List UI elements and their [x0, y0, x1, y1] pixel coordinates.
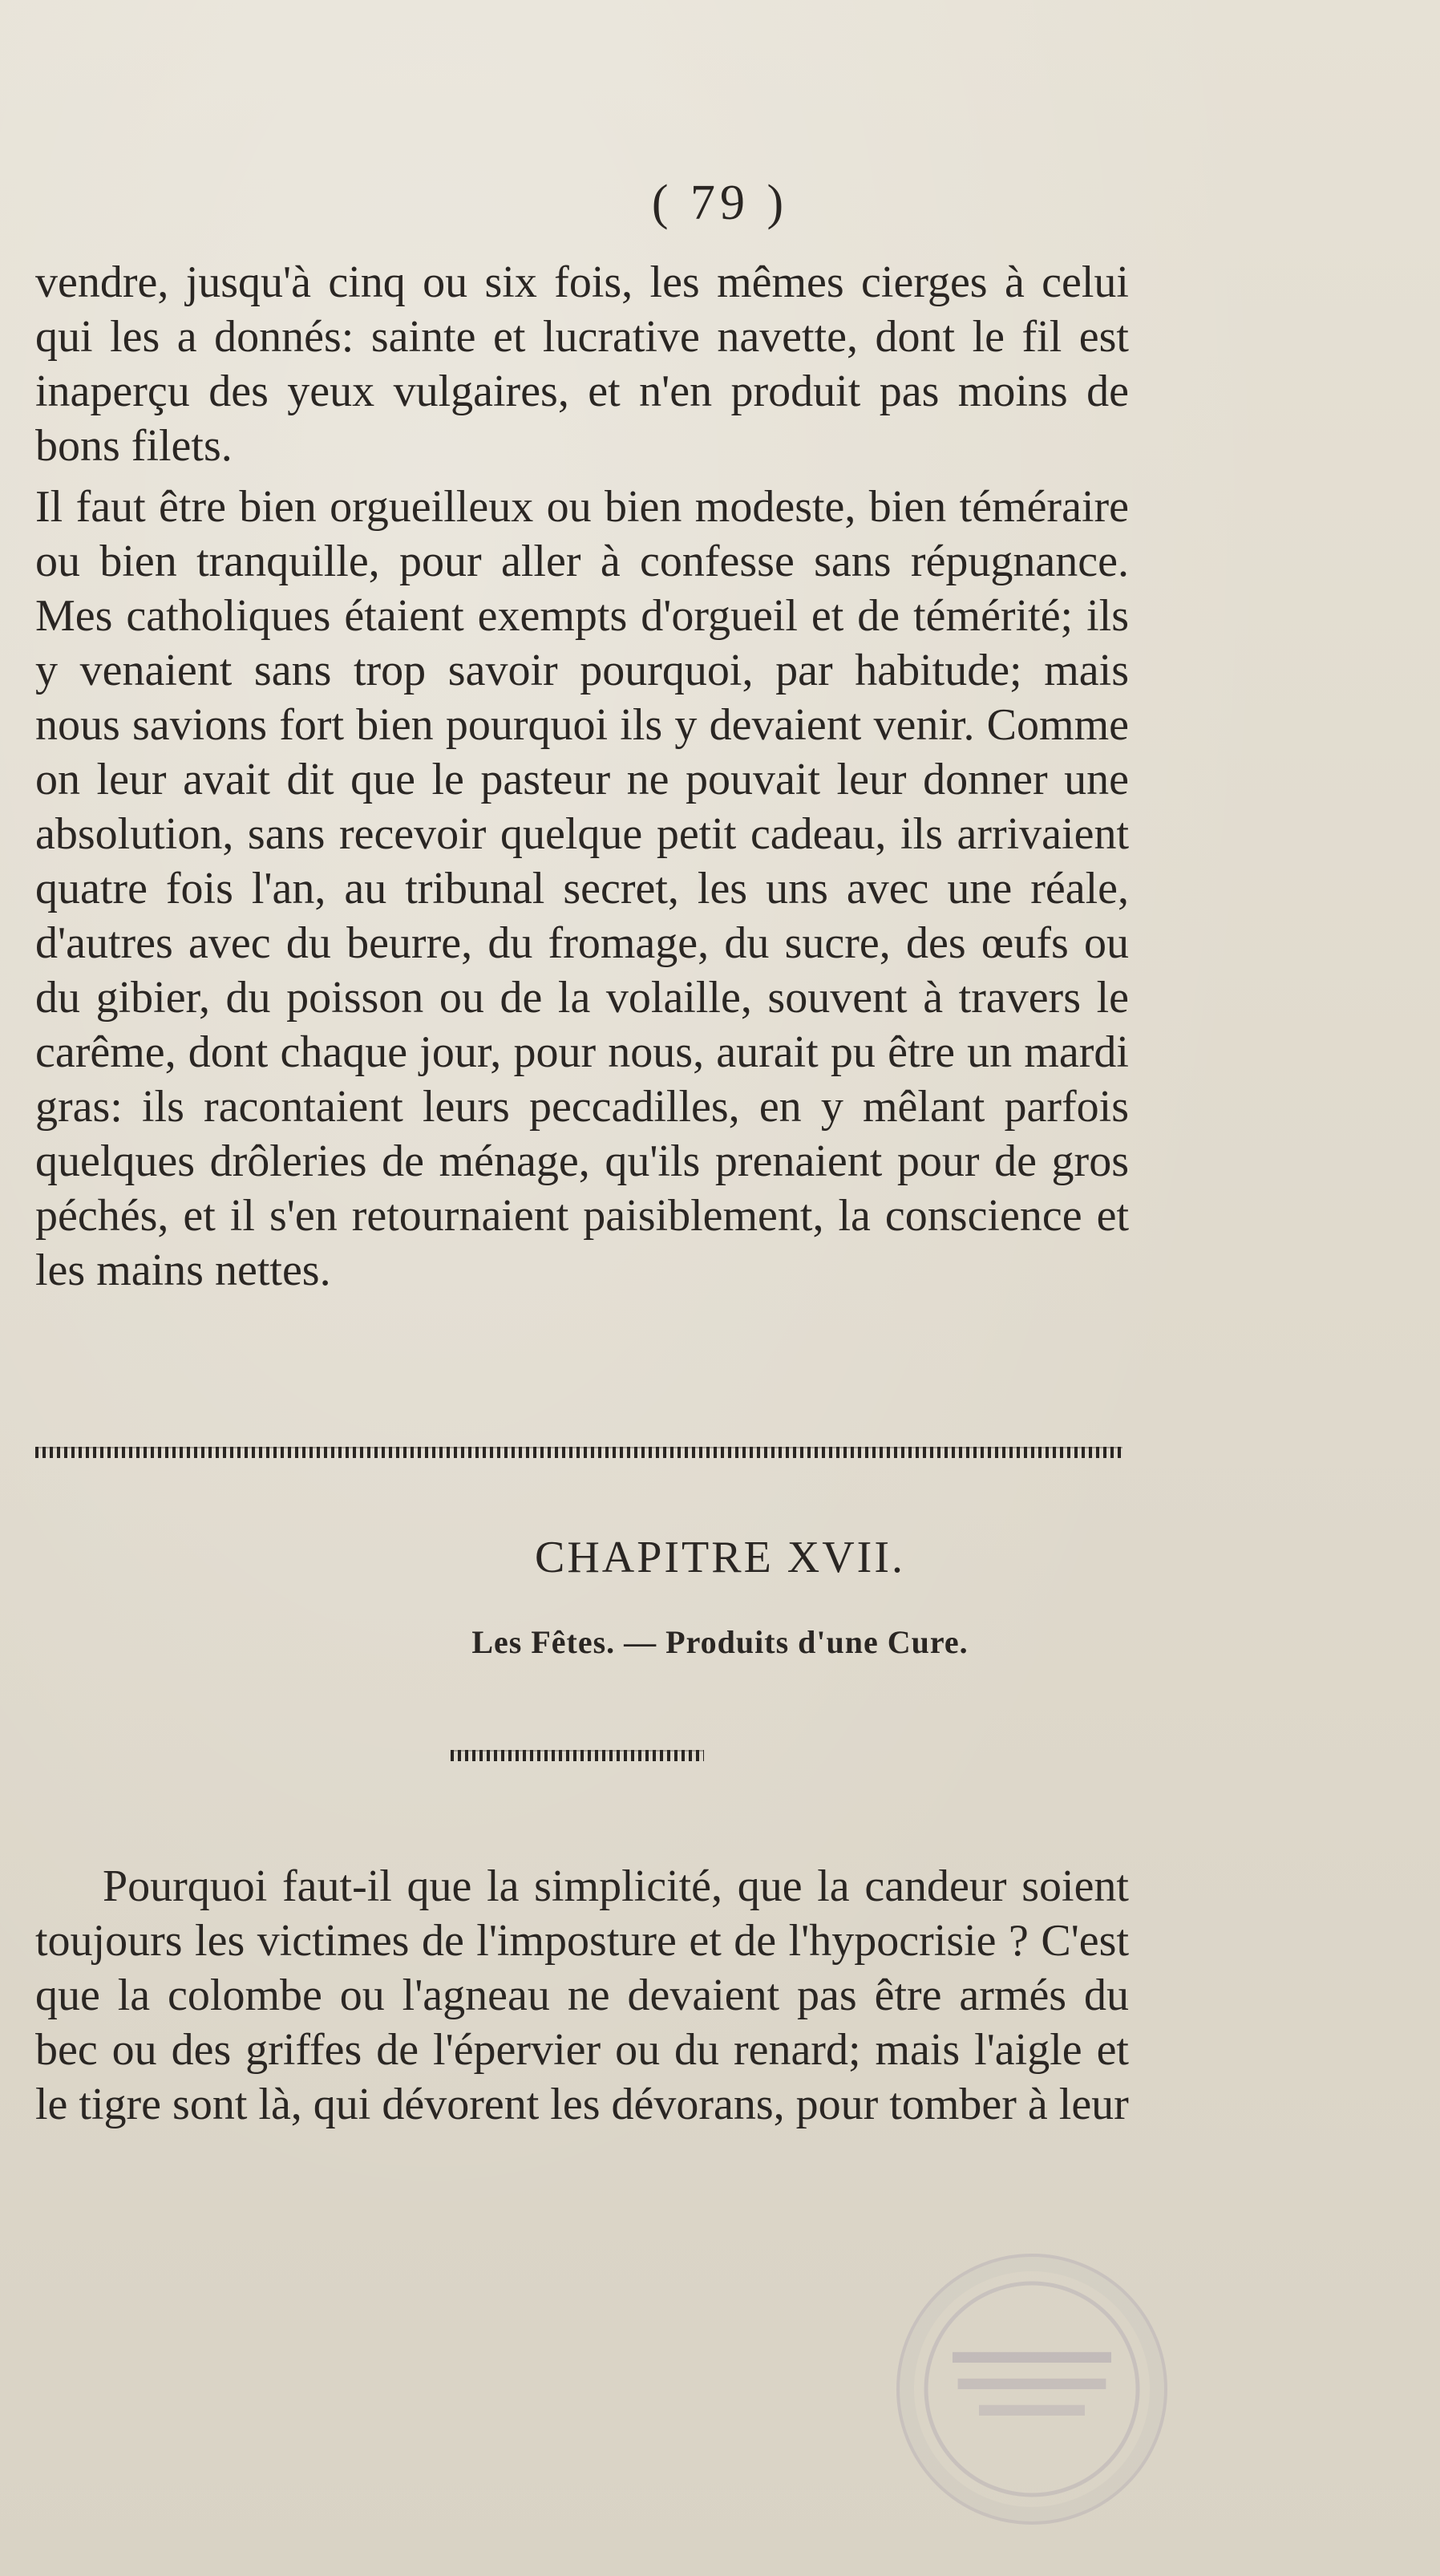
body-text-chapter	[35, 1859, 1129, 2132]
chapter-title: CHAPITRE XVII.	[535, 1533, 905, 1582]
ornamental-rule-short	[451, 1750, 704, 1761]
paragraph-chapter-opening: Pourquoi faut-il que la simplicité, que la candeur soient toujours les victimes de l'imposture et de l'hypocrisie ? C'est que la colombe ou l'agneau ne devaient pas être armés du bec ou des griffes de l'épervier ou du renard; mais l'aigle et le tigre sont là, qui dévorent les dévorans, pour tomber à leur	[35, 1861, 1129, 2129]
paragraph-confession: Il faut être bien orgueilleux ou bien modeste, bien téméraire ou bien tranquille, pour aller à confesse sans répugnance. Mes catholiques étaient exempts d'orgueil et de témérité; ils y venaient sans trop savoir pourquoi, par habitude; mais nous savions fort bien pourquoi ils y devaient venir. Comme on leur avait dit que le pasteur ne pouvait leur donner une absolution, sans recevoir quelque petit cadeau, ils arrivaient quatre fois l'an, au tribunal secret, les uns avec une réale, d'autres avec du beurre, du fromage, du sucre, des œufs ou du gibier, du poisson ou de la volaille, souvent à travers le carême, dont chaque jour, pour nous, aurait pu être un mardi gras: ils racontaient leurs peccadilles, en y mêlant parfois quelques drôleries de ménage, qu'ils prenaient pour de gros péchés, et il s'en retournaient paisiblement, la conscience et les mains nettes.	[35, 482, 1129, 1295]
page-number: ( 79 )	[651, 176, 789, 230]
paragraph-continuation: vendre, jusqu'à cinq ou six fois, les mêmes cierges à celui qui les a donnés: sainte et lucrative navette, dont le fil est inaperçu des yeux vulgaires, et n'en produit pas moins de bons filets.	[35, 257, 1129, 471]
chapter-subtitle: Les Fêtes. — Produits d'une Cure.	[471, 1624, 969, 1660]
library-stamp-icon	[896, 2254, 1167, 2525]
ornamental-rule	[35, 1447, 1122, 1458]
body-text-top	[35, 255, 1129, 1304]
